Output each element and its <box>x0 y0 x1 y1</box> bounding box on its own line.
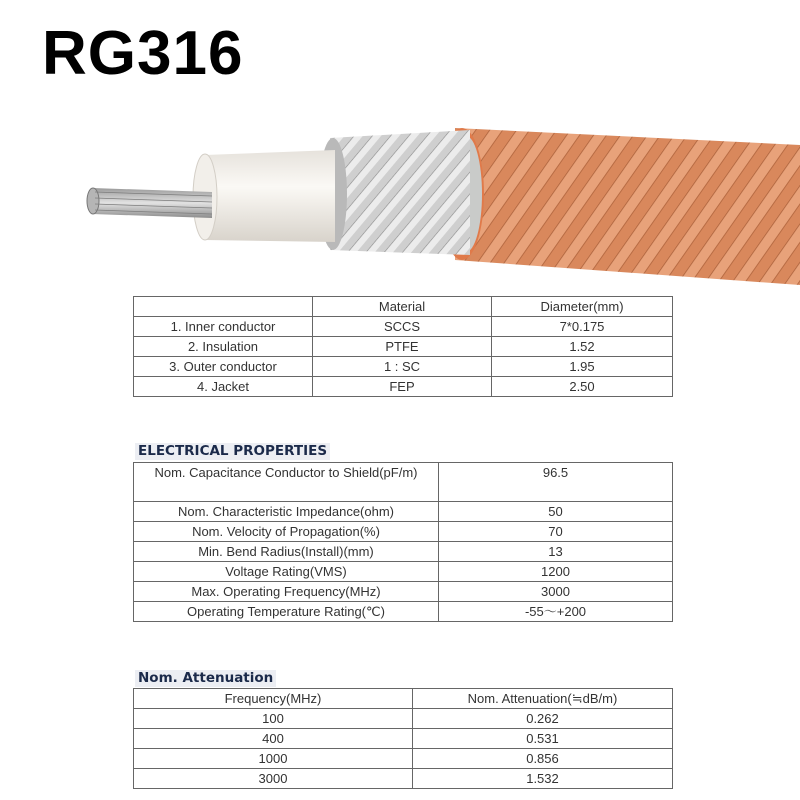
header-cell: Frequency(MHz) <box>134 689 413 709</box>
table-cell: 1.532 <box>413 769 673 789</box>
attenuation-table <box>133 688 673 789</box>
table-row <box>134 522 673 542</box>
table-cell: Nom. Velocity of Propagation(%) <box>134 522 439 542</box>
table-cell: Voltage Rating(VMS) <box>134 562 439 582</box>
construction-table <box>133 296 673 397</box>
attenuation-heading: Nom. Attenuation <box>135 670 276 687</box>
table-cell: Max. Operating Frequency(MHz) <box>134 582 439 602</box>
table-row <box>134 317 673 337</box>
table-cell: 1. Inner conductor <box>134 317 313 337</box>
table-row <box>134 377 673 397</box>
table-cell: -55～+200 <box>439 602 673 622</box>
table-cell: 50 <box>439 502 673 522</box>
table-row <box>134 729 673 749</box>
table-cell: 96.5 <box>439 463 673 502</box>
table-cell: 1000 <box>134 749 413 769</box>
table-row <box>134 769 673 789</box>
table-cell: PTFE <box>313 337 492 357</box>
table-row <box>134 502 673 522</box>
table-cell: 1.52 <box>492 337 673 357</box>
table-cell: Nom. Capacitance Conductor to Shield(pF/m) <box>134 463 439 502</box>
table-row <box>134 463 673 502</box>
table-row <box>134 749 673 769</box>
table-header-row <box>134 297 673 317</box>
table-cell: Nom. Characteristic Impedance(ohm) <box>134 502 439 522</box>
table-cell: 13 <box>439 542 673 562</box>
table-cell: 3000 <box>134 769 413 789</box>
electrical-properties-table <box>133 462 673 622</box>
table-cell: 1 : SC <box>313 357 492 377</box>
table-cell: 2.50 <box>492 377 673 397</box>
table-cell: 4. Jacket <box>134 377 313 397</box>
table-cell: 3000 <box>439 582 673 602</box>
table-header-row <box>134 689 673 709</box>
outer-conductor-braid <box>330 130 470 255</box>
table-cell: 100 <box>134 709 413 729</box>
table-cell: 0.531 <box>413 729 673 749</box>
header-cell: Diameter(mm) <box>492 297 673 317</box>
table-cell: FEP <box>313 377 492 397</box>
table-row <box>134 582 673 602</box>
table-cell: Operating Temperature Rating(℃) <box>134 602 439 622</box>
header-cell: Nom. Attenuation(≒dB/m) <box>413 689 673 709</box>
table-cell: 1200 <box>439 562 673 582</box>
table-cell: 7*0.175 <box>492 317 673 337</box>
insulation <box>205 150 335 242</box>
table-row <box>134 337 673 357</box>
table-cell: 70 <box>439 522 673 542</box>
table-row <box>134 542 673 562</box>
outer-jacket <box>455 128 800 285</box>
electrical-properties-heading: ELECTRICAL PROPERTIES <box>135 443 330 460</box>
table-row <box>134 709 673 729</box>
table-cell: Min. Bend Radius(Install)(mm) <box>134 542 439 562</box>
cable-cross-section-image <box>0 100 800 290</box>
table-row <box>134 357 673 377</box>
header-cell <box>134 297 313 317</box>
header-cell: Material <box>313 297 492 317</box>
table-cell: SCCS <box>313 317 492 337</box>
table-cell: 400 <box>134 729 413 749</box>
table-cell: 2. Insulation <box>134 337 313 357</box>
table-cell: 0.262 <box>413 709 673 729</box>
page-title: RG316 <box>42 19 244 88</box>
table-cell: 0.856 <box>413 749 673 769</box>
table-row <box>134 562 673 582</box>
table-cell: 3. Outer conductor <box>134 357 313 377</box>
table-row <box>134 602 673 622</box>
table-cell: 1.95 <box>492 357 673 377</box>
